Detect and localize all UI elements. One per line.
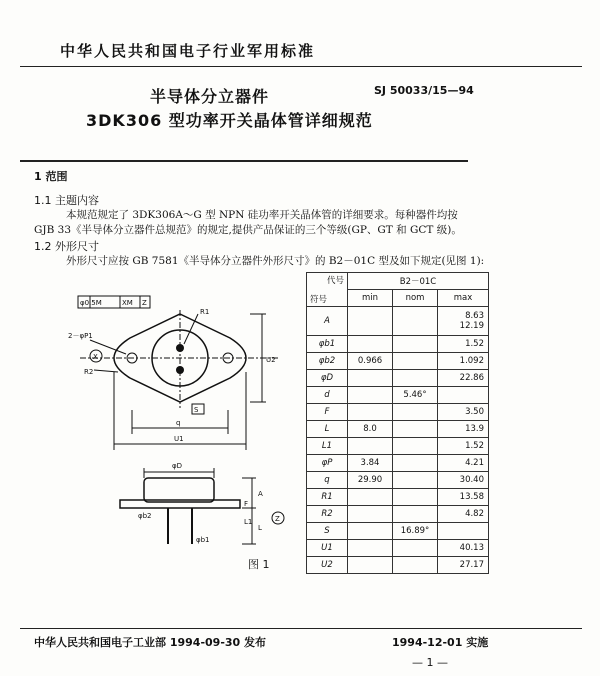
title-rule <box>20 160 468 162</box>
cell-nom <box>393 336 438 353</box>
label-r2: R2 <box>84 368 94 376</box>
cell-min <box>348 540 393 557</box>
cell-symbol: φb2 <box>307 353 348 370</box>
cell-min: 8.0 <box>348 421 393 438</box>
table-row <box>307 370 489 387</box>
label-b1: φb1 <box>196 536 210 544</box>
cell-max: 13.58 <box>438 489 489 506</box>
label-x-circle: X <box>93 353 98 361</box>
label-x: XM <box>122 299 133 307</box>
cell-max: 4.21 <box>438 455 489 472</box>
page-number: — 1 — <box>412 656 448 669</box>
title-line-1: 半导体分立器件 <box>150 87 270 106</box>
cell-symbol: U1 <box>307 540 348 557</box>
label-r1: R1 <box>200 308 210 316</box>
outline-drawing <box>60 292 300 560</box>
figure-caption: 图 1 <box>248 558 270 571</box>
table-row <box>307 438 489 455</box>
cell-max: 40.13 <box>438 540 489 557</box>
table-row <box>307 307 489 336</box>
label-u1: U1 <box>174 435 184 443</box>
table-row <box>307 506 489 523</box>
section-1-2-para: 外形尺寸应按 GB 7581《半导体分立器件外形尺寸》的 B2－01C 型及如下规定(见图 1): <box>66 255 485 267</box>
cell-symbol: φP <box>307 455 348 472</box>
cell-min <box>348 336 393 353</box>
cell-min <box>348 523 393 540</box>
cell-min <box>348 307 393 336</box>
cell-symbol: U2 <box>307 557 348 574</box>
cell-nom <box>393 307 438 336</box>
cell-max: 1.52 <box>438 438 489 455</box>
cell-nom <box>393 421 438 438</box>
side-view-body <box>144 478 214 502</box>
table-row <box>307 523 489 540</box>
label-z-circle: Z <box>275 515 280 523</box>
cell-max: 27.17 <box>438 557 489 574</box>
cell-nom: 16.89° <box>393 523 438 540</box>
label-z: Z <box>142 299 147 307</box>
cell-nom <box>393 540 438 557</box>
cell-min: 0.966 <box>348 353 393 370</box>
cell-max <box>438 523 489 540</box>
cell-max: 1.092 <box>438 353 489 370</box>
cell-min <box>348 387 393 404</box>
table-row <box>307 489 489 506</box>
cell-nom <box>393 472 438 489</box>
table-row <box>307 353 489 370</box>
cell-symbol: F <box>307 404 348 421</box>
label-l: L <box>258 524 262 532</box>
footer-rule <box>20 628 582 629</box>
cell-min <box>348 370 393 387</box>
cell-max: 3.50 <box>438 404 489 421</box>
section-1-1-para-line1: 本规范规定了 3DK306A～G 型 NPN 硅功率开关晶体管的详细要求。每种器件均按 <box>66 209 458 221</box>
cell-min <box>348 557 393 574</box>
table-row <box>307 472 489 489</box>
effective-line: 1994-12-01 实施 <box>392 636 489 649</box>
label-u2: U2 <box>266 356 276 364</box>
table-row <box>307 421 489 438</box>
section-1-2-heading: 1.2 外形尺寸 <box>34 240 99 253</box>
table-row <box>307 404 489 421</box>
table-row <box>307 336 489 353</box>
label-b2: φb2 <box>138 512 152 520</box>
col-max-header: max <box>438 290 489 307</box>
cell-min <box>348 489 393 506</box>
cell-nom <box>393 404 438 421</box>
label-f: F <box>244 500 249 508</box>
cell-max: 13.9 <box>438 421 489 438</box>
cell-min <box>348 506 393 523</box>
label-s: S <box>194 406 199 414</box>
section-1-heading: 1 范围 <box>34 170 68 183</box>
cell-nom <box>393 353 438 370</box>
table-row <box>307 387 489 404</box>
cell-symbol: φD <box>307 370 348 387</box>
cell-nom: 5.46° <box>393 387 438 404</box>
label-hole: 2－φP1 <box>68 332 93 340</box>
dimension-table <box>306 272 489 574</box>
cell-min: 29.90 <box>348 472 393 489</box>
section-1-1-heading: 1.1 主题内容 <box>34 194 99 207</box>
corner-top-label: 代号 <box>326 276 344 286</box>
cell-nom <box>393 455 438 472</box>
cell-symbol: d <box>307 387 348 404</box>
cell-max: 30.40 <box>438 472 489 489</box>
col-nom-header: nom <box>393 290 438 307</box>
cell-nom <box>393 489 438 506</box>
label-l1: L1 <box>244 518 253 526</box>
side-view-flange <box>120 500 240 508</box>
col-min-header: min <box>348 290 393 307</box>
cell-nom <box>393 370 438 387</box>
cell-max: 1.52 <box>438 336 489 353</box>
cell-min <box>348 438 393 455</box>
label-q: q <box>176 419 181 427</box>
table-row <box>307 540 489 557</box>
cell-min: 3.84 <box>348 455 393 472</box>
label-a: A <box>258 490 263 498</box>
corner-bottom-label: 符号 <box>310 295 328 305</box>
cell-max <box>438 387 489 404</box>
cell-symbol: S <box>307 523 348 540</box>
cell-symbol: R1 <box>307 489 348 506</box>
title-line-2: 3DK306 型功率开关晶体管详细规范 <box>86 111 373 130</box>
header-rule <box>20 66 582 67</box>
table-row <box>307 455 489 472</box>
cell-nom <box>393 438 438 455</box>
cell-nom <box>393 506 438 523</box>
cell-max: 8.63 12.19 <box>438 307 489 336</box>
label-d: φD <box>172 462 183 470</box>
cell-symbol: A <box>307 307 348 336</box>
cell-symbol: L <box>307 421 348 438</box>
cell-max: 4.82 <box>438 506 489 523</box>
cell-symbol: q <box>307 472 348 489</box>
cell-min <box>348 404 393 421</box>
package-header: B2－01C <box>348 273 489 290</box>
section-1-1-para-line2: GJB 33《半导体分立器件总规范》的规定,提供产品保证的三个等级(GP、GT 和 GCT 级)。 <box>34 224 462 236</box>
standard-number: SJ 50033/15—94 <box>374 84 474 97</box>
organization-header: 中华人民共和国电子行业军用标准 <box>60 42 316 60</box>
table-corner-cell <box>307 273 348 307</box>
label-tolerance: φ0.5M <box>80 299 102 307</box>
cell-symbol: R2 <box>307 506 348 523</box>
cell-nom <box>393 557 438 574</box>
cell-symbol: φb1 <box>307 336 348 353</box>
issue-line: 中华人民共和国电子工业部 1994-09-30 发布 <box>34 636 267 649</box>
table-row <box>307 557 489 574</box>
cell-max: 22.86 <box>438 370 489 387</box>
cell-symbol: L1 <box>307 438 348 455</box>
